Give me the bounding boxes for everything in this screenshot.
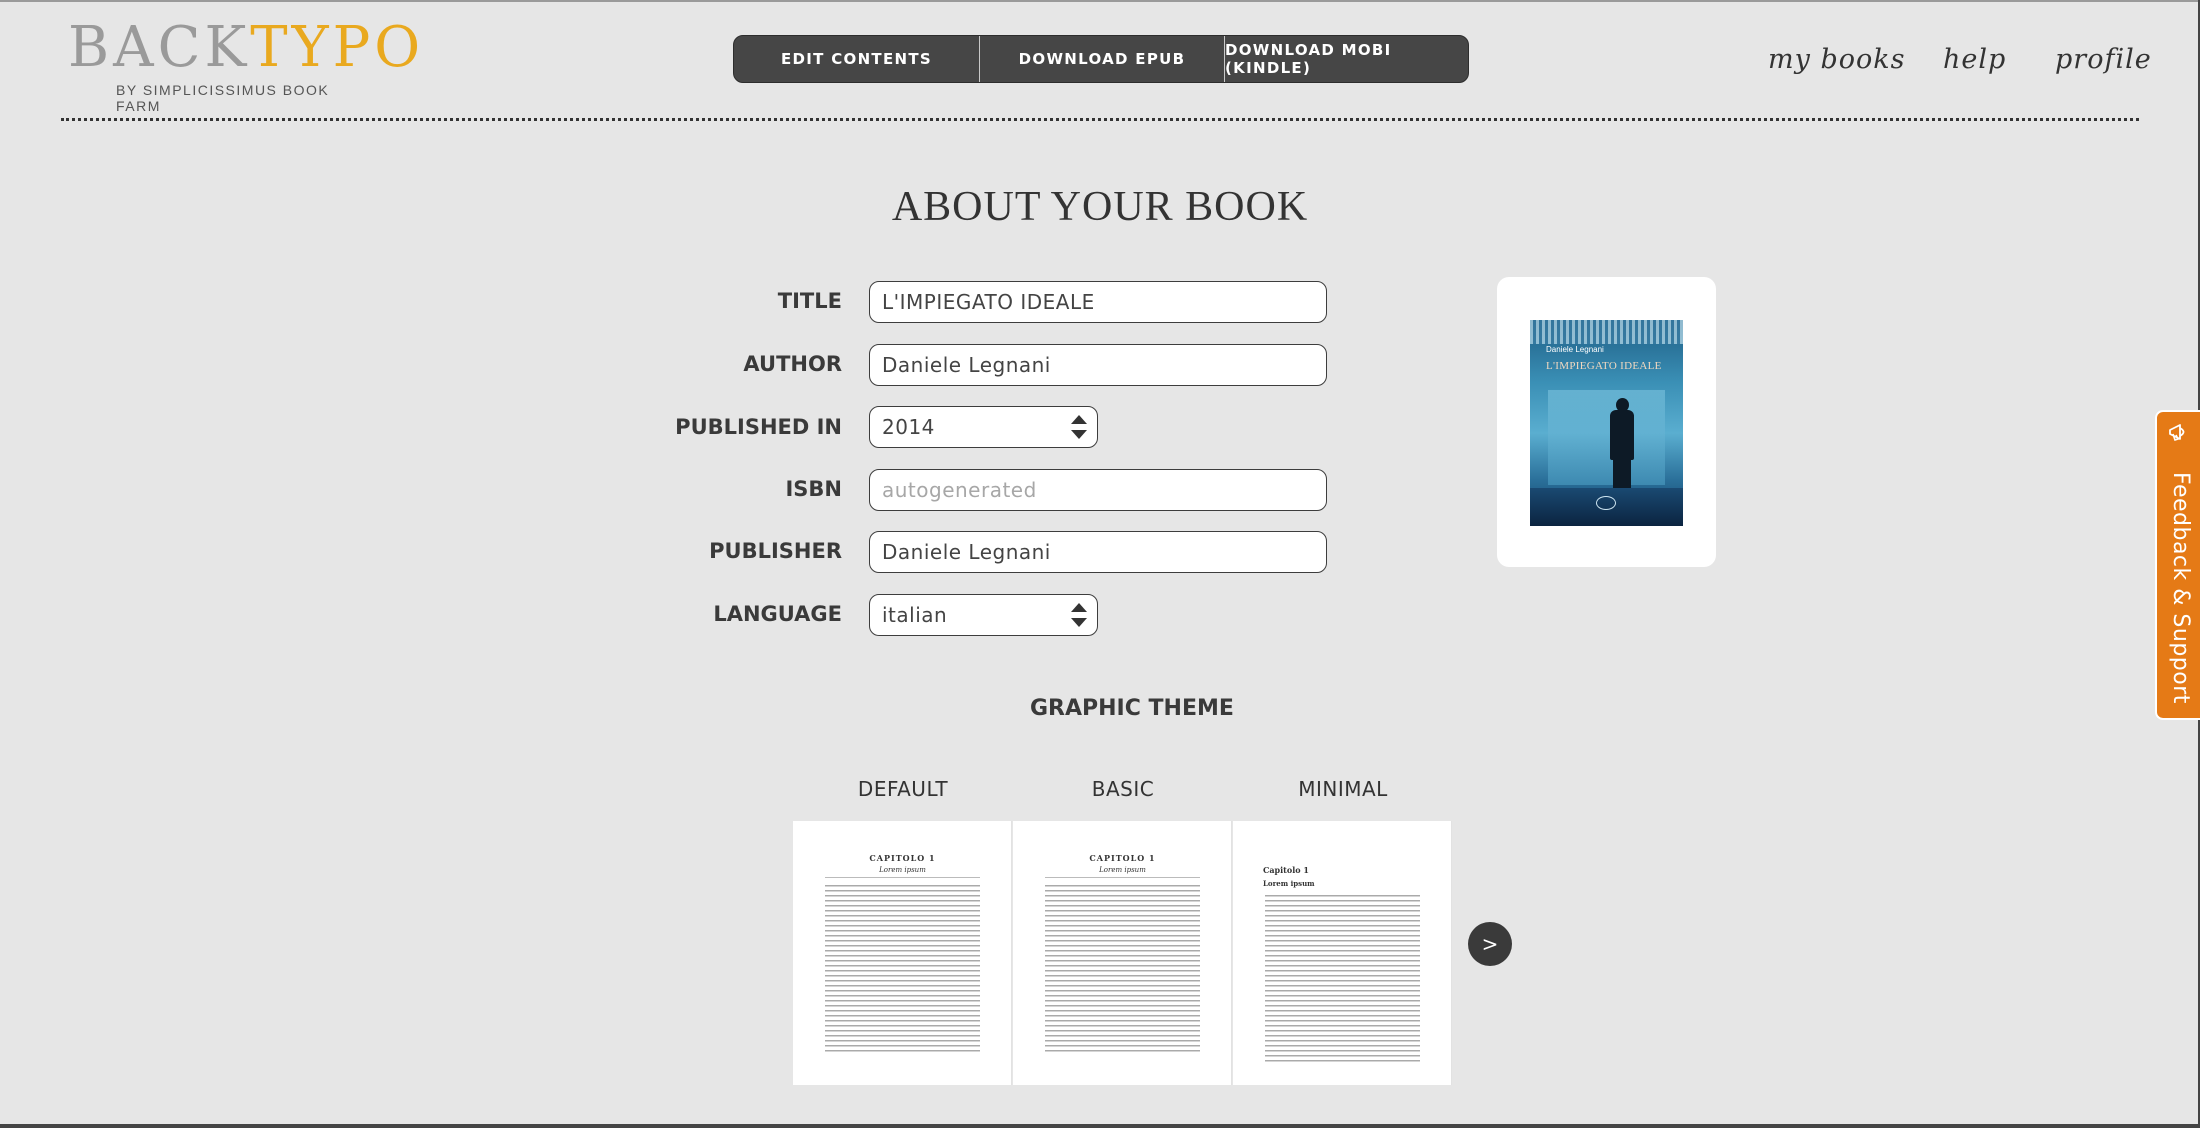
published-in-select[interactable] [869,406,1098,448]
theme-thumbnail-default[interactable] [793,821,1012,1085]
language-label: LANGUAGE [713,602,842,626]
select-spinner-icon [1071,415,1087,439]
window-bottom-border [0,1124,2200,1128]
window-top-border [0,0,2200,2]
author-label: AUTHOR [743,352,842,376]
feedback-support-tab[interactable] [2155,410,2200,720]
publisher-seal-icon [1596,496,1616,510]
cover-blinds [1530,320,1683,344]
thumbnail-body-text [1265,895,1420,1065]
thumbnail-rule [825,877,980,878]
logo-tagline: BY SIMPLICISSIMUS BOOK FARM [116,82,330,114]
page-title: ABOUT YOUR BOOK [891,184,1309,230]
theme-thumbnail-basic[interactable] [1013,821,1232,1085]
theme-thumbnail-minimal[interactable] [1233,821,1452,1085]
select-spinner-icon [1071,603,1087,627]
header-divider [61,118,2139,121]
thumbnail-body-text [1045,885,1200,1055]
nav-help[interactable]: help [1943,44,2007,75]
logo-wordmark [68,15,425,80]
thumbnail-subtitle: Lorem ipsum [879,866,926,874]
cover-figure-body [1610,410,1634,460]
cover-card[interactable] [1497,277,1716,567]
published-in-value: 2014 [882,415,935,439]
title-value: L'IMPIEGATO IDEALE [882,290,1095,314]
download-epub-button[interactable]: DOWNLOAD EPUB [980,36,1225,82]
backtypo-logo[interactable] [68,15,425,114]
cover-figure-legs [1613,458,1631,488]
nav-my-books[interactable]: my books [1768,44,1906,75]
isbn-label: ISBN [785,477,842,501]
isbn-placeholder: autogenerated [882,478,1037,502]
feedback-label: Feedback & Support [2168,472,2193,704]
thumbnail-rule [1045,877,1200,878]
thumbnail-subtitle: Lorem ipsum [1263,879,1315,888]
next-theme-button[interactable]: > [1468,922,1512,966]
theme-label-minimal: MINIMAL [1298,777,1388,801]
cover-title: L'IMPIEGATO IDEALE [1546,360,1662,372]
logo-back: BACK [68,15,251,80]
author-value: Daniele Legnani [882,353,1051,377]
megaphone-icon [2167,420,2191,444]
title-label: TITLE [777,289,842,313]
cover-window [1548,390,1665,485]
title-field[interactable] [869,281,1327,323]
theme-label-default: DEFAULT [857,777,949,801]
publisher-value: Daniele Legnani [882,540,1051,564]
thumbnail-chapter: CAPITOLO 1 [869,853,936,863]
edit-contents-button[interactable]: EDIT CONTENTS [734,36,980,82]
publisher-label: PUBLISHER [709,539,842,563]
published-in-label: PUBLISHED IN [675,415,842,439]
publisher-field[interactable] [869,531,1327,573]
language-select[interactable] [869,594,1098,636]
thumbnail-body-text [825,885,980,1055]
language-value: italian [882,603,948,627]
thumbnail-subtitle: Lorem ipsum [1099,866,1146,874]
thumbnail-chapter: Capitolo 1 [1263,865,1309,875]
download-mobi-button[interactable]: DOWNLOAD MOBI (KINDLE) [1225,41,1392,77]
nav-profile[interactable]: profile [2055,44,2152,75]
logo-typo: TYPO [250,15,425,80]
author-field[interactable] [869,344,1327,386]
thumbnail-chapter: CAPITOLO 1 [1089,853,1156,863]
isbn-field[interactable] [869,469,1327,511]
graphic-theme-title: GRAPHIC THEME [1030,696,1234,721]
cover-author: Daniele Legnani [1546,345,1604,354]
book-cover-image [1530,320,1683,526]
toolbar [733,35,1469,83]
theme-label-basic: BASIC [1091,777,1155,801]
